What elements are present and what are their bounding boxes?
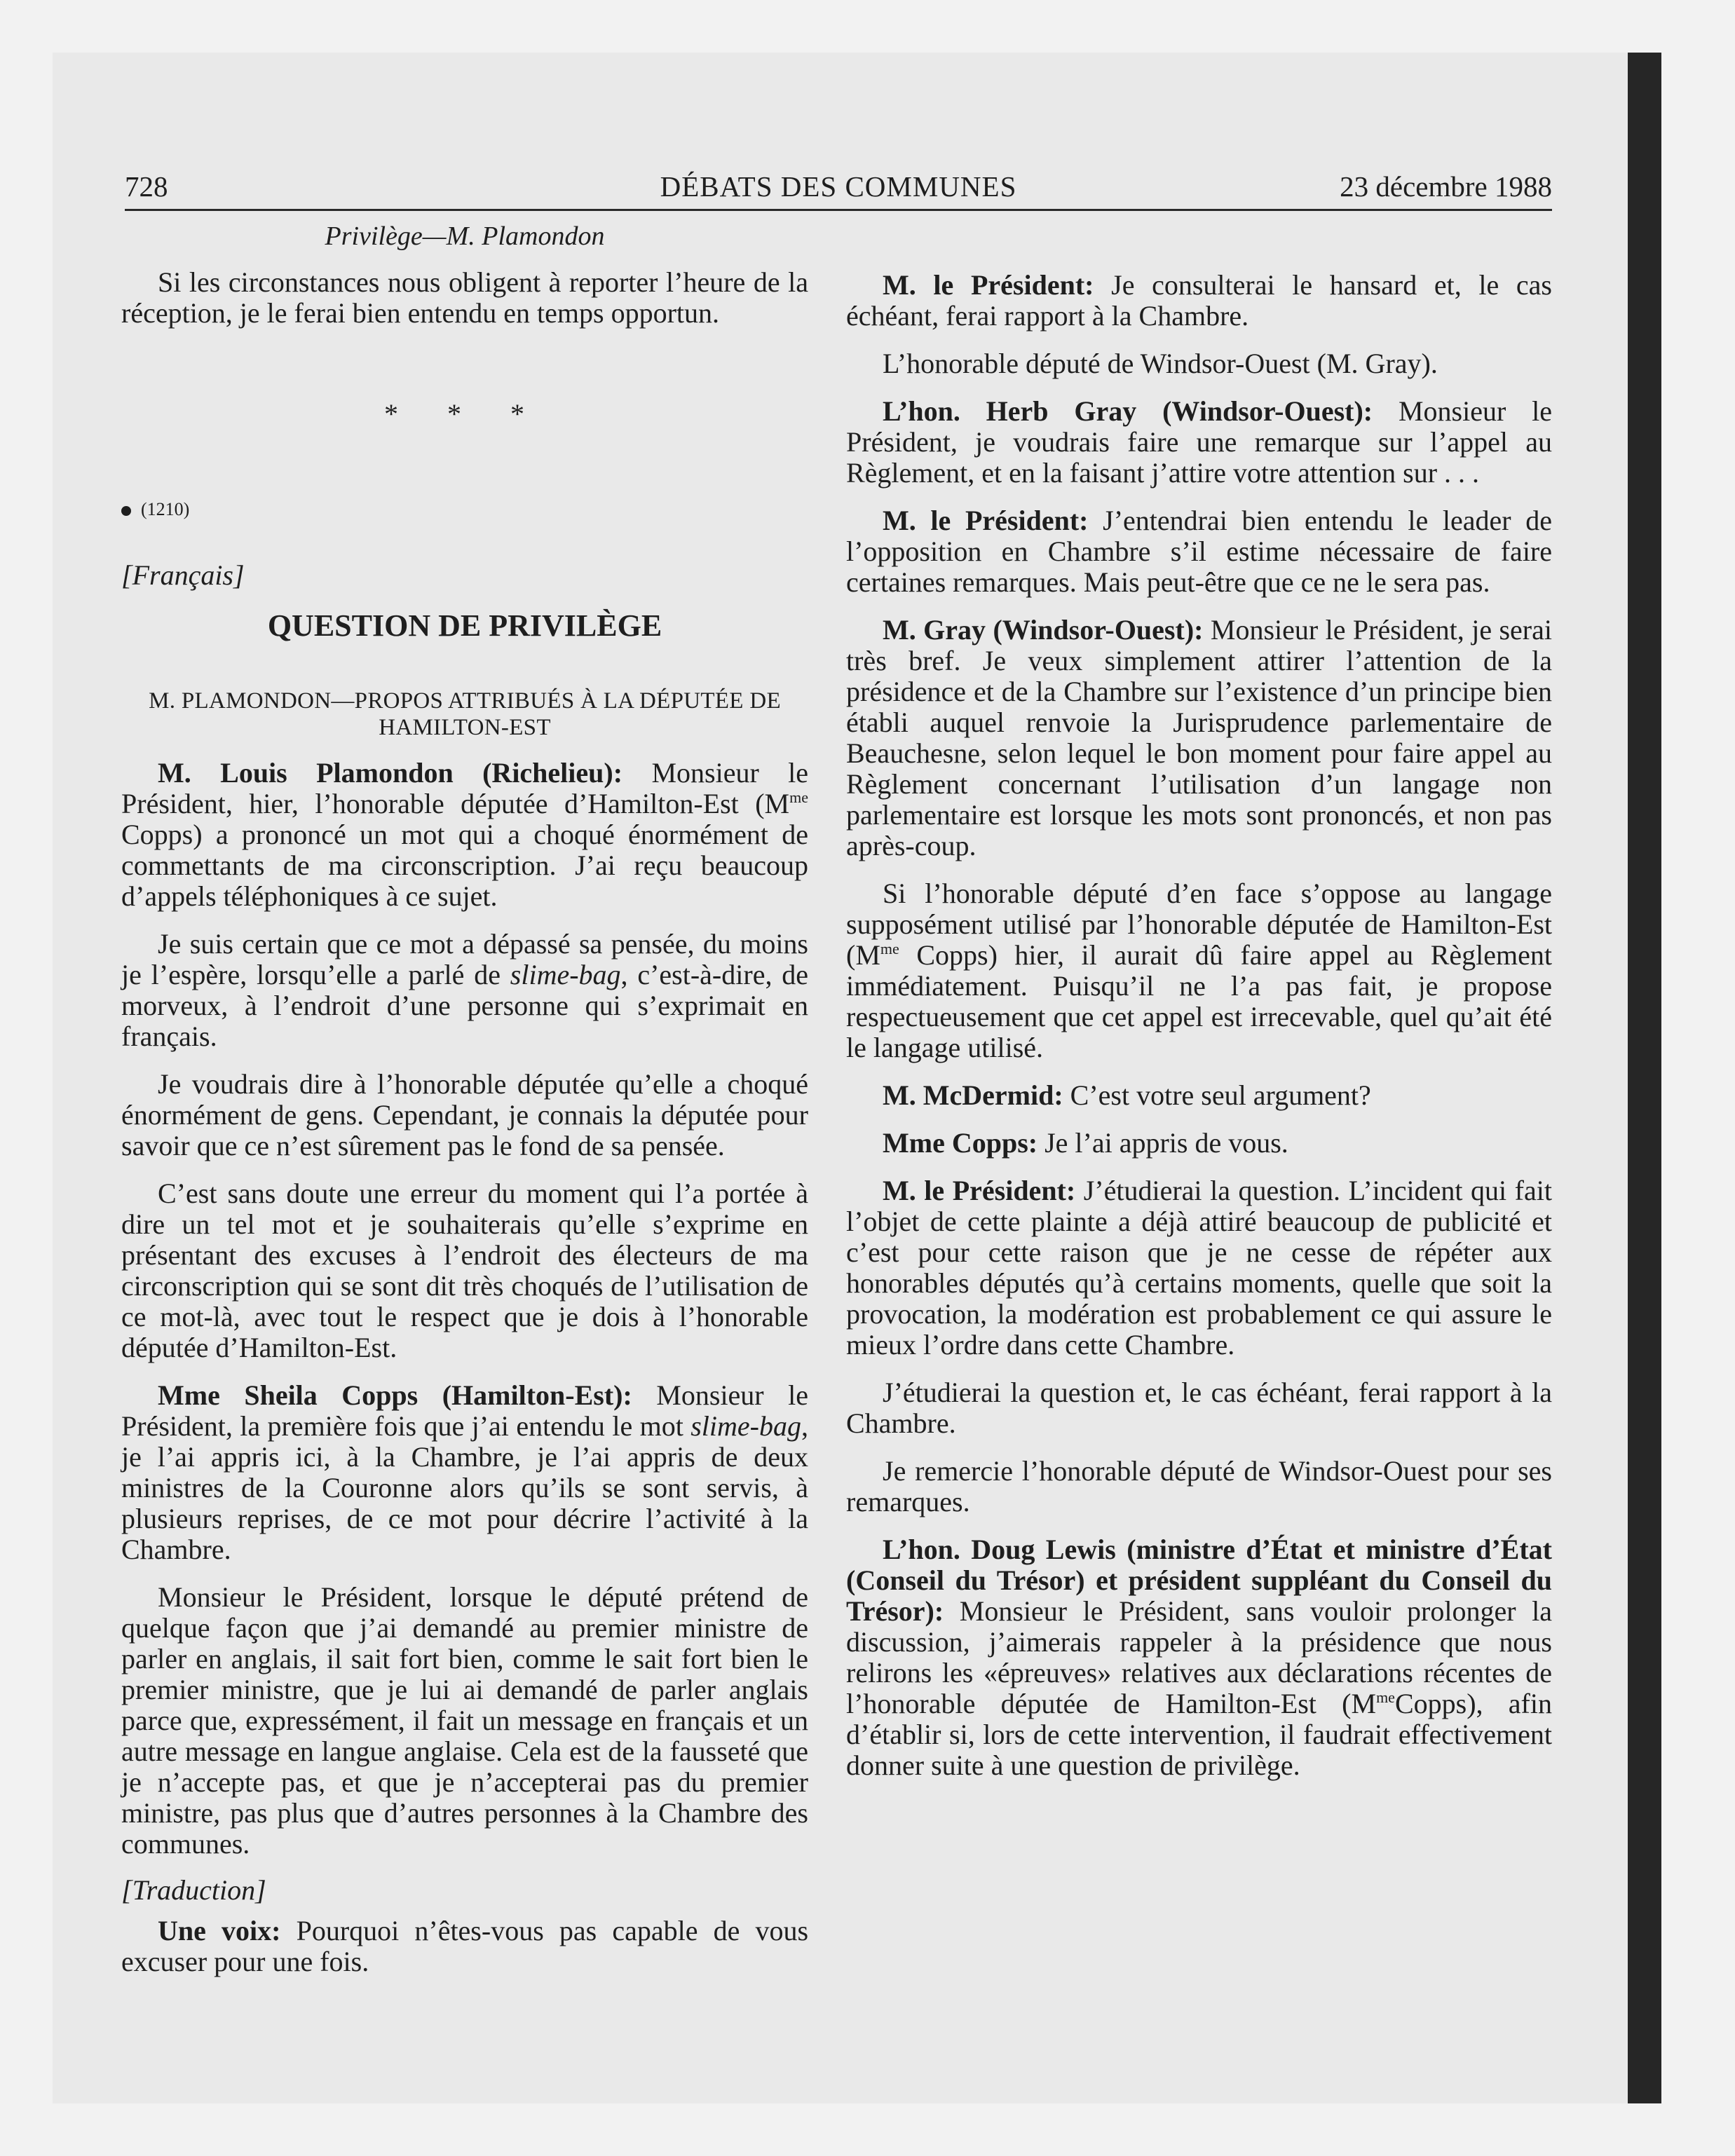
subject-heading: M. PLAMONDON—PROPOS ATTRIBUÉS À LA DÉPUTÉE DE HAMILTON-EST <box>149 688 781 740</box>
paragraph: Je voudrais dire à l’honorable députée qu’elle a choqué énormément de gens. Cependant, je connais la députée pour savoir que ce n’est sûrement pas le fond de sa pensée. <box>121 1068 808 1161</box>
speaker-name: Une voix: <box>158 1915 281 1946</box>
paragraph: M. le Président: J’étudierai la question. L’incident qui fait l’objet de cette plainte a déjà attiré beaucoup de publicité et c’est pour cette raison que je ne cesse de répéter aux honorables députés qu’à certains moments, quelle que soit la provocation, la modération est probablement ce qui assure le mieux l’ordre dans cette Chambre. <box>846 1175 1552 1360</box>
paragraph: L’honorable député de Windsor-Ouest (M. Gray). <box>883 348 1438 379</box>
right-column <box>846 270 1552 1781</box>
paragraph: C’est sans doute une erreur du moment qui l’a portée à dire un tel mot et je souhaiterais qu’elle s’exprime en présentant des excuses à l’endroit des électeurs de ma circonscription qui se sont dit très choqués de l’utilisation de ce mot-là, avec tout le respect que je dois à l’honorable députée d’Hamilton-Est. <box>121 1178 808 1363</box>
time-marker-text: (1210) <box>141 499 190 519</box>
paragraph: M. le Président: Je consulterai le hansard et, le cas échéant, ferai rapport à la Chambre. <box>846 269 1552 332</box>
paragraph: Mme Sheila Copps (Hamilton-Est): Monsieur le Président, la première fois que j’ai entendu le mot slime-bag, je l’ai appris ici, à la Chambre, je l’ai appris de deux ministres de la Couronne alors qu’ils se sont servis, à plusieurs reprises, de ce mot pour décrire l’activité à la Chambre. <box>121 1379 808 1565</box>
paragraph: Monsieur le Président, lorsque le député prétend de quelque façon que j’ai demandé au premier ministre de parler en anglais, il sait fort bien, comme le sait fort bien le premier ministre, que je lui ai demandé de parler anglais parce que, expressément, il fait un message en français et un autre message en langue anglaise. Cela est de la fausseté que je n’accepte pas, et que je n’accepterai pas du premier ministre, pas plus que d’autres personnes à la Chambre des communes. <box>121 1581 808 1860</box>
running-header <box>125 167 1552 211</box>
speaker-name: M. le Président: <box>883 1175 1076 1206</box>
paragraph: Je remercie l’honorable député de Windsor-Ouest pour ses remarques. <box>846 1455 1552 1517</box>
paragraph: M. McDermid: C’est votre seul argument? <box>883 1079 1371 1111</box>
header-date: 23 décembre 1988 <box>1340 170 1552 203</box>
paragraph: Mme Copps: Je l’ai appris de vous. <box>883 1127 1288 1159</box>
running-subtitle: Privilège—M. Plamondon <box>325 221 605 251</box>
page-number: 728 <box>125 170 168 203</box>
paragraph: J’étudierai la question et, le cas échéant, ferai rapport à la Chambre. <box>846 1377 1552 1439</box>
language-note: [Français] <box>121 559 245 591</box>
paragraph: Si les circonstances nous obligent à reporter l’heure de la réception, je le ferai bien entendu en temps opportun. <box>121 266 808 329</box>
time-marker <box>121 494 808 525</box>
paragraph: M. Louis Plamondon (Richelieu): Monsieur le Président, hier, l’honorable députée d’Hamilton-Est ($M^{me}$ Copps) a prononcé un mot qui a choqué énormément de commettants de ma circonscription. J’ai reçu beaucoup d’appels téléphoniques à ce sujet. <box>121 757 809 912</box>
paragraph: M. le Président: J’entendrai bien entendu le leader de l’opposition en Chambre s’il estime nécessaire de faire certaines remarques. Mais peut-être que ce ne le sera pas. <box>846 505 1552 598</box>
speaker-name: M. Louis Plamondon (Richelieu): <box>158 757 623 789</box>
speaker-name: M. Gray (Windsor-Ouest): <box>883 614 1204 646</box>
paragraph: Si l’honorable député d’en face s’oppose au langage supposément utilisé par l’honorable députée de Hamilton-Est ($M^{me}$ Copps) hier, il aurait dû faire appel au Règlement immédiatement. Puisqu’il ne l’a pas fait, je propose respectueusement que cet appel est irrecevable, quel qu’ait été le langage utilisé. <box>846 878 1552 1063</box>
left-column <box>121 221 808 1977</box>
bullet-icon <box>121 506 131 516</box>
paragraph: Une voix: Pourquoi n’êtes-vous pas capable de vous excuser pour une fois. <box>121 1915 809 1977</box>
paragraph: L’hon. Herb Gray (Windsor-Ouest): Monsieur le Président, je voudrais faire une remarque sur l’appel au Règlement, et en la faisant j’attire votre attention sur . . . <box>846 395 1552 489</box>
publication-title: DÉBATS DES COMMUNES <box>660 170 1017 203</box>
paragraph: M. Gray (Windsor-Ouest): Monsieur le Président, je serai très bref. Je veux simplement attirer l’attention de la présidence et de la Chambre sur l’existence d’un principe bien établi auquel renvoie la Jurisprudence parlementaire de Beauchesne, selon lequel le bon moment pour faire appel au Règlement concernant l’utilisation d’un langage non parlementaire est lorsque les mots sont prononcés, et non pas après-coup. <box>846 614 1552 861</box>
language-note: [Traduction] <box>121 1874 266 1906</box>
section-separator: * * * <box>384 398 545 430</box>
speaker-name: Mme Sheila Copps (Hamilton-Est): <box>158 1379 632 1411</box>
speaker-name: M. le Président: <box>883 505 1089 536</box>
speaker-name: Mme Copps: <box>883 1127 1038 1159</box>
section-title: QUESTION DE PRIVILÈGE <box>267 608 662 643</box>
speaker-name: L’hon. Doug Lewis (ministre d’État et ministre d’État (Conseil du Trésor) et président suppléant du Conseil du Trésor): <box>846 1534 1552 1627</box>
paragraph: Je suis certain que ce mot a dépassé sa pensée, du moins je l’espère, lorsqu’elle a parlé de slime-bag, c’est-à-dire, de morveux, à l’endroit d’une personne qui s’exprimait en français. <box>121 928 808 1052</box>
speaker-name: M. McDermid: <box>883 1079 1063 1111</box>
speaker-name: L’hon. Herb Gray (Windsor-Ouest): <box>883 395 1373 427</box>
speaker-name: M. le Président: <box>883 269 1094 301</box>
paragraph: L’hon. Doug Lewis (ministre d’État et ministre d’État (Conseil du Trésor) et président suppléant du Conseil du Trésor): Monsieur le Président, sans vouloir prolonger la discussion, j’aimerais rappeler à la présidence que nous relirons les «épreuves» relatives aux déclarations récentes de l’honorable députée de Hamilton-Est $(M^{me}Copps)$, afin d’établir si, lors de cette intervention, il faudrait effectivement donner suite à une question de privilège. <box>846 1534 1552 1781</box>
